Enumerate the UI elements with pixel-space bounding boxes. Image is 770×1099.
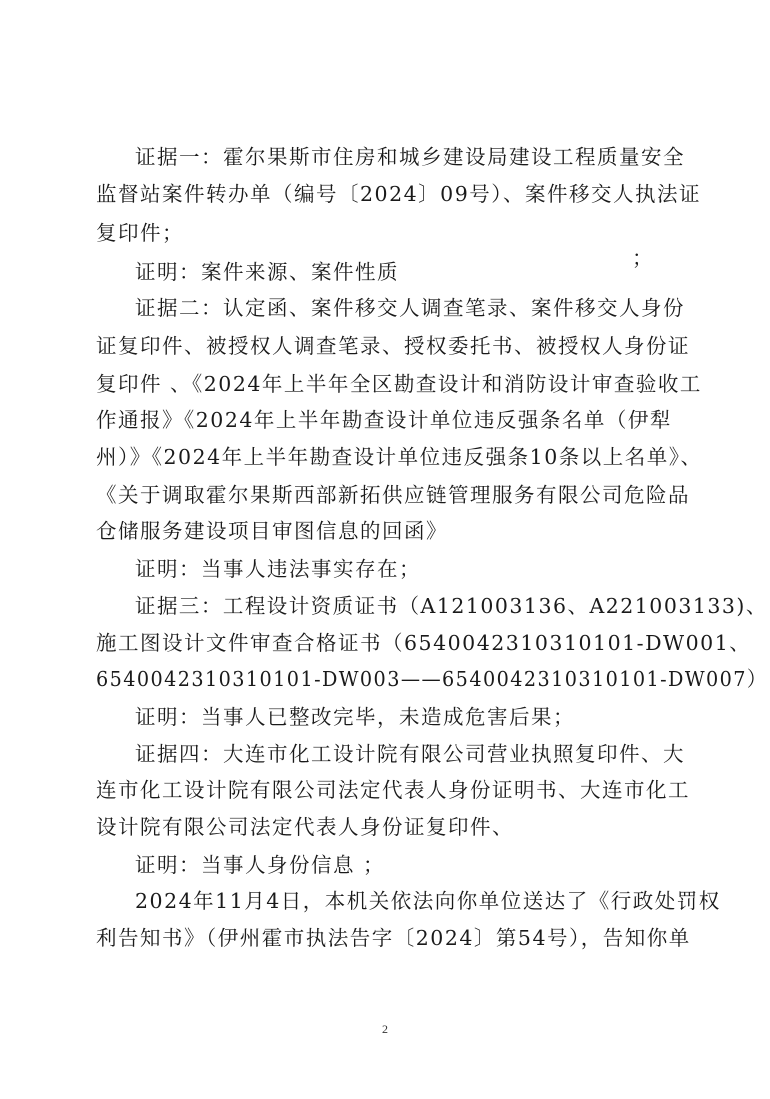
text-line: 施工图设计文件审查合格证书（6540042310310101-DW001、	[96, 631, 752, 655]
text-line: 州）》《2024年上半年勘查设计单位违反强条10条以上名单》、	[96, 445, 703, 469]
text-line: 证明：当事人身份信息 ；	[135, 853, 386, 877]
text-line: 证据四：大连市化工设计院有限公司营业执照复印件、大	[135, 742, 685, 766]
text-line: ；	[632, 246, 654, 270]
text-line: 复印件 、《2024年上半年全区勘查设计和消防设计审查验收工	[96, 372, 702, 396]
text-line: 复印件；	[96, 221, 184, 245]
text-line: 作通报》《2024年上半年勘查设计单位违反强条名单（伊犁	[96, 408, 672, 432]
text-line: 仓储服务建设项目审图信息的回函》	[96, 519, 448, 543]
text-line: 《关于调取霍尔果斯西部新拓供应链管理服务有限公司危险品	[96, 483, 690, 507]
text-line: 证明：当事人已整改完毕，未造成危害后果；	[135, 705, 575, 729]
text-line: 证明：案件来源、案件性质	[135, 260, 399, 284]
text-line: 证据二：认定函、案件移交人调查笔录、案件移交人身份	[135, 296, 685, 320]
text-line: 利告知书》（伊州霍市执法告字〔2024〕第54号），告知你单	[96, 926, 691, 950]
page-number: 2	[382, 1022, 388, 1036]
text-line: 6540042310310101-DW003——6540042310310101-DW007）	[96, 667, 768, 691]
text-line: 证复印件、被授权人调查笔录、授权委托书、被授权人身份证	[96, 334, 690, 358]
text-line: 监督站案件转办单（编号〔2024〕09号）、案件移交人执法证	[96, 182, 702, 206]
text-line: 2024年11月4日，本机关依法向你单位送达了《行政处罚权	[135, 889, 721, 913]
text-line: 证据三：工程设计资质证书（A121003136、A221003133)、	[135, 594, 768, 618]
text-line: 证明：当事人违法事实存在；	[135, 557, 421, 581]
text-line: 连市化工设计院有限公司法定代表人身份证明书、大连市化工	[96, 778, 690, 802]
text-line: 设计院有限公司法定代表人身份证复印件、	[96, 815, 514, 839]
text-line: 证据一：霍尔果斯市住房和城乡建设局建设工程质量安全	[135, 145, 685, 169]
